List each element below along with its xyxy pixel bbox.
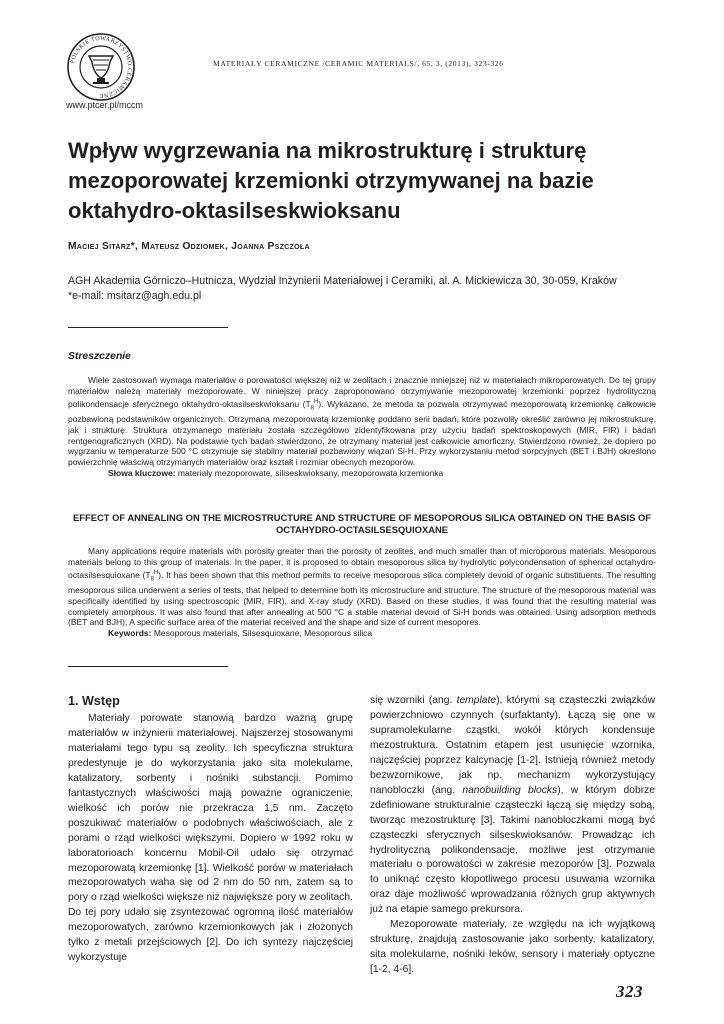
body-paragraph: Mezoporowate materiały, ze względu na ich wyjątkową strukturę, znajdują zastosowanie jako sorbenty, katalizatory, sita molekularne, nośniki leków, sensory i materiały optyczne [1-2, 4-6]. [370, 919, 655, 976]
abstract-pl-heading: Streszczenie [68, 351, 131, 362]
body-column-right [370, 694, 655, 978]
corresponding-email: *e-mail: msitarz@agh.edu.pl [68, 290, 202, 302]
abstract-pl-keywords: Słowa kluczowe: materiały mezoporowate, siliseskwioksany, mezoporowata krzemionka [108, 467, 444, 478]
journal-reference: MATERIAŁY CERAMICZNE /CERAMIC MATERIALS/, 65, 3, (2013), 323-326 [213, 59, 504, 68]
abstract-en-title: EFFECT OF ANNEALING ON THE MICROSTRUCTURE AND STRUCTURE OF MESOPOROUS SILICA OBTAINED ON THE BASIS OF OCTAHYDRO-OCTASILSESQUIOXANE [73, 512, 651, 535]
divider [68, 666, 228, 667]
journal-url[interactable]: www.ptcer.pl/mccm [66, 100, 144, 110]
body-column-left [68, 712, 353, 966]
society-logo-seal [60, 32, 142, 102]
affiliation: AGH Akademia Górniczo–Hutnicza, Wydział Inżynierii Materiałowej i Ceramiki, al. A. Mickiewicza 30, 30-059, Kraków [68, 275, 617, 287]
article-title: Wpływ wygrzewania na mikrostrukturę i strukturę mezoporowatej krzemionki otrzymywanej na bazie oktahydro-oktasilseskwioksanu [68, 138, 594, 223]
page-number: 323 [616, 982, 643, 1001]
author-list: Maciej Sitarz*, Mateusz Odziomek, Joanna Pszczoła [68, 241, 310, 252]
abstract-pl [68, 375, 656, 479]
section-heading: 1. Wstęp [68, 694, 120, 708]
abstract-en-keywords: Keywords: Mesoporous materials, Silsesquioxane, Mesoporous silica [108, 628, 373, 639]
abstract-en [68, 546, 656, 639]
affiliation-block [68, 274, 668, 304]
logo-ring-text: POLSKIE TOWARZYSTWO CERAMICZNE [70, 35, 133, 99]
body-paragraph: się wzorniki (ang. template), którymi są cząsteczki związków powierzchniowo czynnych (surfaktanty). Łączą się one w supramolekularne cząstki, wokół których kondensuje mezostruktura. Ostatnim etapem jest usunięcie wzornika, najczęściej poprzez kalcynację [1-2]. Istnieją również metody bezwzornikowe, jak np. mechanizm wykorzystujący nanobloczki (ang. nanobuilding blocks), w którym dobrze zdefiniowane strukturalnie cząsteczki łączą się między sobą, tworząc mezostrukturę [3]. Takimi nanobloczkami mogą być cząsteczki sferycznych silseskwioksanów. Prowadząc ich hydrolityczną polikondensacje, możliwe jest otrzymanie materiału o porowatości w zakresie mezoporów [3]. Pozwala to uniknąć często kłopotliwego procesu usuwania wzornika oraz daje możliwość wprowadzania różnych grup aktywnych już na etapie samego prekursora. [370, 695, 656, 916]
body-paragraph: Materiały porowate stanowią bardzo ważną grupę materiałów w inżynierii materiałowej. Najszerzej stosowanymi materiałami tego typu są zeolity. Ich specyficzna struktura predestynuje je do wykorzystania jako sita molekularne, katalizatory, sorbenty i nośniki substancji. Pomimo fantastycznych właściwości mają poważne ograniczenie, wielkość ich porów nie przekracza 1,5 nm. Zaczęto poszukiwać materiałów o podobnych właściwościach, ale z porami o rząd wielkości większymi. Dopiero w 1992 roku w laboratorioach koncernu Mobil-Oil udało się otrzymać mezoporowatą krzemionkę [1]. Wielkość porów w materiałach mezoporowatych waha się od 2 nm do 50 nm, zatem są to pory o rząd wielkości większe niż największe pory w zeolitach. Do tej pory udało się zsyntezować ogromną ilość materiałów mezoporowatych, zarówno krzemionkowych jak i złożonych tylko z metali przejściowych [2]. Do ich syntezy najczęściej wykorzystuje [68, 713, 353, 964]
divider [68, 327, 228, 328]
society-logo [60, 32, 142, 102]
abstract-en-text: Many applications require materials with porosity greater than the porosity of zeolites, and much smaller than of microporous materials. Mesoporous materials belong to this group of materials. In the paper, it is proposed to obtain mesoporous silica by hydrolytic polycondensation of spherical octahydro-octasilsesquioxane $(T_8^H)$. It has been shown that this method permits to receive mesoporous silica completely devoid of organic substituents. The resulting mesoporous silica underwent a series of tests, that helped to determine both its microstructure and structure. The structure of the mesoporous material was specifically identified by using spectroscopic (MIR, FIR), and X-ray study (XRD). Based on these studies, it was found that the resulting material was completely amorphous. It was also found that after annealing at 500 °C a stable material devoid of Si-H bonds was obtained. Using adsorption methods (BET and BJH), A specific surface area of the material received and the shape and size of current mesopores. [68, 546, 656, 628]
abstract-pl-text: Wiele zastosowań wymaga materiałów o porowatości większej niż w zeolitach i znacznie mniejszej niż w materiałach mikroporowatych. Do tej grupy materiałów należą materiały mezoporowate. W niniejszej pracy zaproponowano otrzymywanie mezoporowatej krzemionki poprzez hydrolityczną polikondensacje sferycznego oktahydro-oktasilseskwioksanu $(T_8^H)$. Wykazano, że metoda ta pozwala otrzymywać mezoporowatą krzemionkę całkowicie pozbawioną podstawników organicznych. Otrzymaną mezoporowatą krzemionkę poddano serii badań, które pozwoliły określić zarówno jej mikrostrukturę, jak i strukturę. Struktura otrzymanego materiału została szczegółowo zidentyfikowana przy użyciu badań spektroskopowych (MIR, FIR) i badań rentgenograficznych (XRD). Na podstawie tych badań stwierdzono, że otrzymany materiał jest całkowicie amorficzny. Stwierdzono również, że dopiero po wygrzaniu w temperaturze 500 °C otrzymuje się stabilny materiał pozbawiony wiązań Si-H. Przy wykorzystaniu metod sorpcyjnych (BET i BJH) określono powierzchnię właściwą otrzymanych materiałów oraz kształt i rozmiar obecnych mezoporów. [68, 375, 656, 468]
